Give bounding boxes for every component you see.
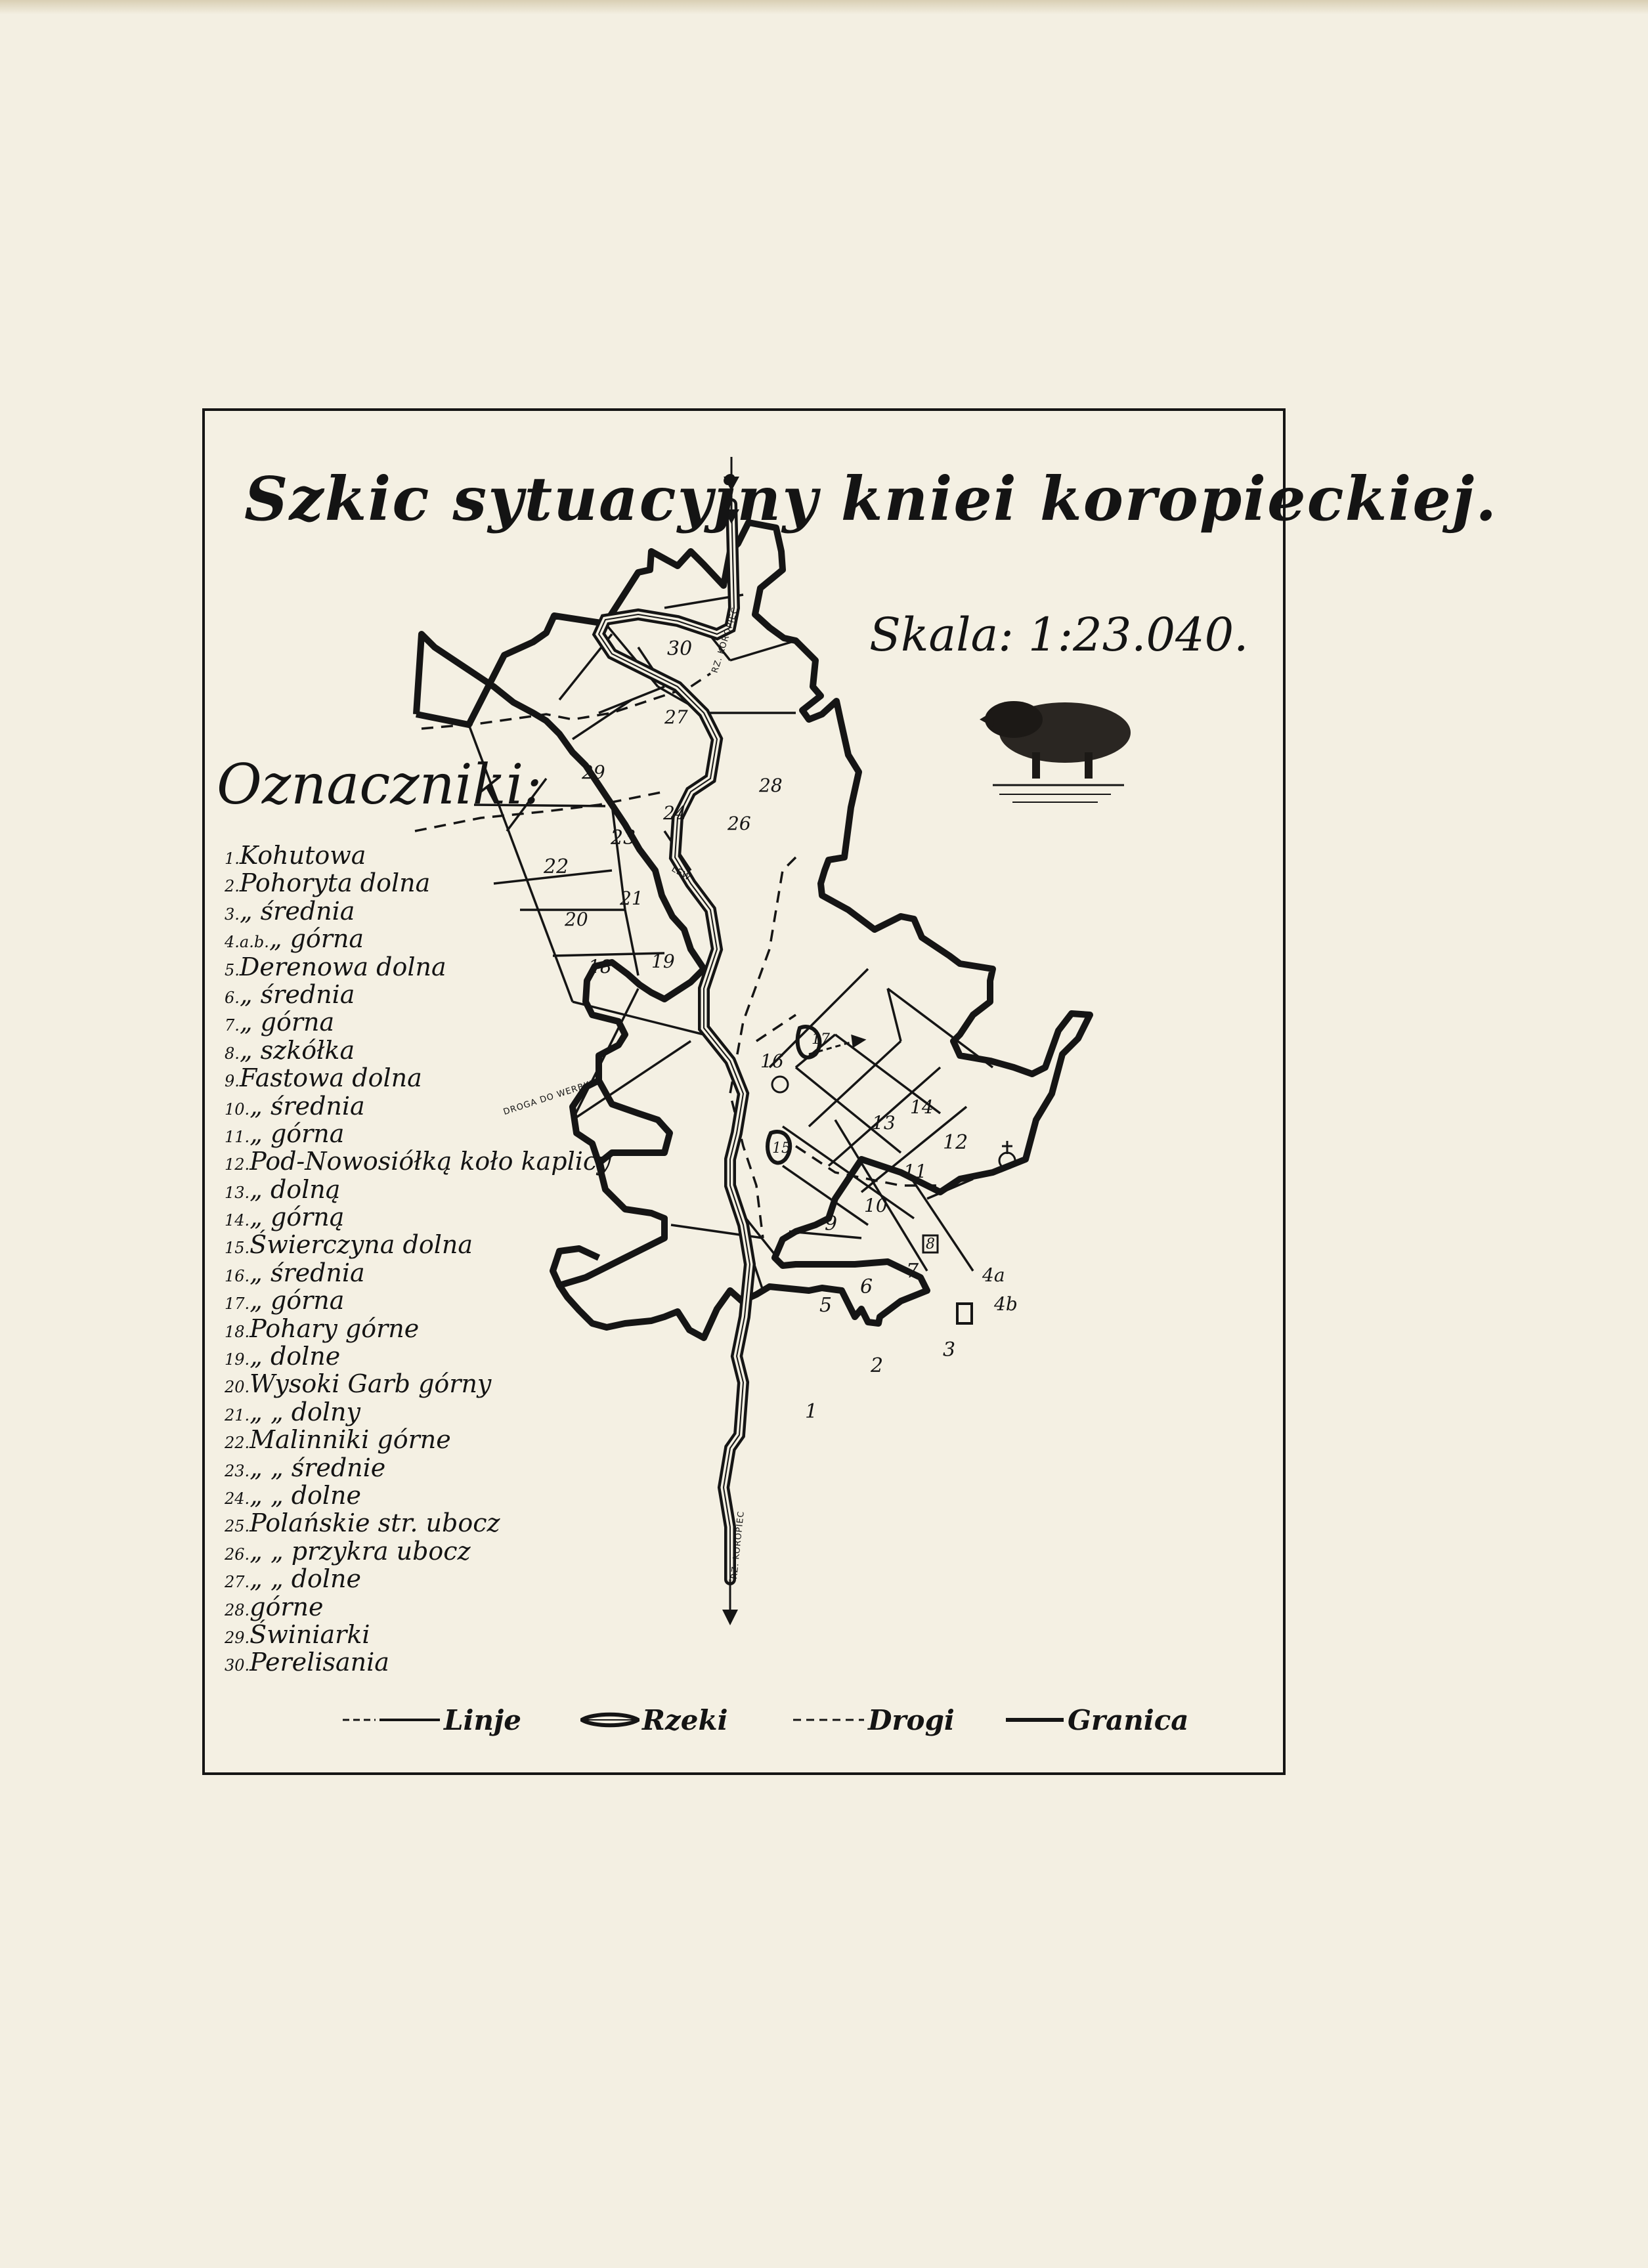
river-outflow-arrow-icon: [722, 1579, 738, 1625]
key-rivers: Rzeki: [580, 1701, 728, 1738]
legend-item: 2.Pohoryta dolna: [225, 868, 431, 898]
legend-item: 15.Świerczyna dolna: [225, 1230, 473, 1260]
compartment-label: 23: [611, 826, 636, 849]
compartment-label: 8: [926, 1236, 935, 1252]
legend-item: 10.„ średnia: [225, 1091, 365, 1121]
compartment-label: 3: [943, 1338, 956, 1361]
compartment-label: 12: [943, 1131, 968, 1154]
legend-item: 30.Perelisania: [225, 1648, 389, 1677]
compartment-label: 11: [903, 1161, 927, 1182]
legend-item: 9.Fastowa dolna: [225, 1063, 422, 1093]
map-frame: [202, 408, 1498, 1775]
compartment-label: 21: [620, 888, 643, 909]
legend-item: 20.Wysoki Garb górny: [225, 1369, 492, 1399]
legend-list: [225, 842, 611, 1677]
forest-label: LEW: [670, 864, 693, 884]
legend-item: 24.„ „ dolne: [225, 1480, 362, 1510]
legend-item: 3.„ średnia: [225, 896, 355, 926]
compartment-label: 13: [872, 1112, 896, 1134]
river-label-top: RZ. KOROPIEC: [710, 606, 741, 675]
compartment-label: 30: [667, 637, 693, 660]
compartment-label: 4b: [994, 1293, 1018, 1315]
page-top-edge: [0, 0, 1648, 14]
legend-item: 5.Derenowa dolna: [225, 952, 446, 981]
spring-marker: [772, 1077, 788, 1092]
compartment-label: 20: [565, 909, 588, 930]
border-symbol-icon: [1006, 1713, 1065, 1726]
compartment-label: 26: [727, 813, 751, 834]
compartment-label: 29: [582, 761, 605, 783]
legend-item: 6.„ średnia: [225, 979, 355, 1009]
gate-icon: [957, 1304, 972, 1323]
key-roads: Drogi: [793, 1701, 955, 1738]
compartment-label: 22: [544, 855, 569, 878]
legend-item: 11.„ górna: [225, 1119, 345, 1148]
compartment-label: 9: [825, 1212, 838, 1235]
lines-symbol-icon: [343, 1713, 441, 1726]
compartment-label: 27: [664, 706, 688, 728]
map-title: Szkic sytuacyjny kniei koropieckiej.: [244, 463, 1498, 534]
legend-item: 13.„ dolną: [225, 1174, 341, 1204]
compartment-label: 24: [663, 802, 687, 824]
legend-item: 25.Polańskie str. ubocz: [225, 1508, 500, 1538]
compartment-label: 15: [772, 1140, 791, 1157]
legend-item: 4.a.b.„ górna: [225, 924, 364, 954]
compartment-label: 5: [819, 1294, 833, 1317]
compartment-label: 2: [871, 1354, 884, 1377]
compartment-label: 6: [860, 1275, 873, 1298]
compartment-label: 10: [864, 1195, 888, 1216]
river-symbol-icon: [580, 1711, 640, 1728]
legend-item: 21.„ „ dolny: [225, 1397, 361, 1426]
legend-item: 12.Pod-Nowosiółką koło kaplicy: [225, 1147, 611, 1176]
road-label: DROGA DO WERBKI: [502, 1079, 595, 1118]
legend-item: 7.„ górna: [225, 1008, 335, 1037]
map-scale: Skala: 1:23.040.: [869, 608, 1249, 662]
legend-item: 26.„ „ przykra ubocz: [225, 1536, 471, 1566]
compartment-label: 4a: [982, 1264, 1005, 1286]
river-label-bottom: RZ. KOROPIEC: [729, 1510, 747, 1580]
compartment-label: 7: [906, 1260, 919, 1283]
legend-title: Oznaczniki:: [217, 752, 542, 817]
road-symbol-icon: [793, 1713, 865, 1726]
legend-item: 14.„ górną: [225, 1203, 345, 1232]
boar-vignette-icon: [980, 701, 1131, 802]
legend-item: 1.Kohutowa: [225, 841, 366, 870]
key-lines: Linje: [343, 1701, 521, 1738]
compartment-label: 17: [812, 1031, 830, 1048]
legend-item: 29.Świniarki: [225, 1619, 370, 1649]
legend-item: 23.„ „ średnie: [225, 1453, 386, 1482]
legend-item: 19.„ dolne: [225, 1342, 341, 1371]
legend-item: 27.„ „ dolne: [225, 1564, 362, 1594]
compartment-label: 18: [588, 956, 612, 977]
compartment-label: 28: [759, 775, 783, 796]
key-border: Granica: [1006, 1701, 1189, 1738]
compartment-label: 1: [805, 1400, 818, 1423]
legend-item: 17.„ górna: [225, 1286, 345, 1316]
compartment-number-labels: [543, 637, 1018, 1423]
legend-item: 8.„ szkółka: [225, 1035, 355, 1065]
compartment-label: 19: [651, 951, 675, 972]
legend-item: 16.„ średnia: [225, 1258, 365, 1287]
legend-item: 18.Pohary górne: [225, 1314, 420, 1343]
compartment-label: 14: [910, 1096, 934, 1118]
legend-item: 22.Malinniki górne: [225, 1425, 451, 1455]
compartment-label: 16: [760, 1050, 784, 1072]
legend-item: 28.górne: [225, 1592, 324, 1621]
line-type-key: [343, 1701, 1249, 1738]
